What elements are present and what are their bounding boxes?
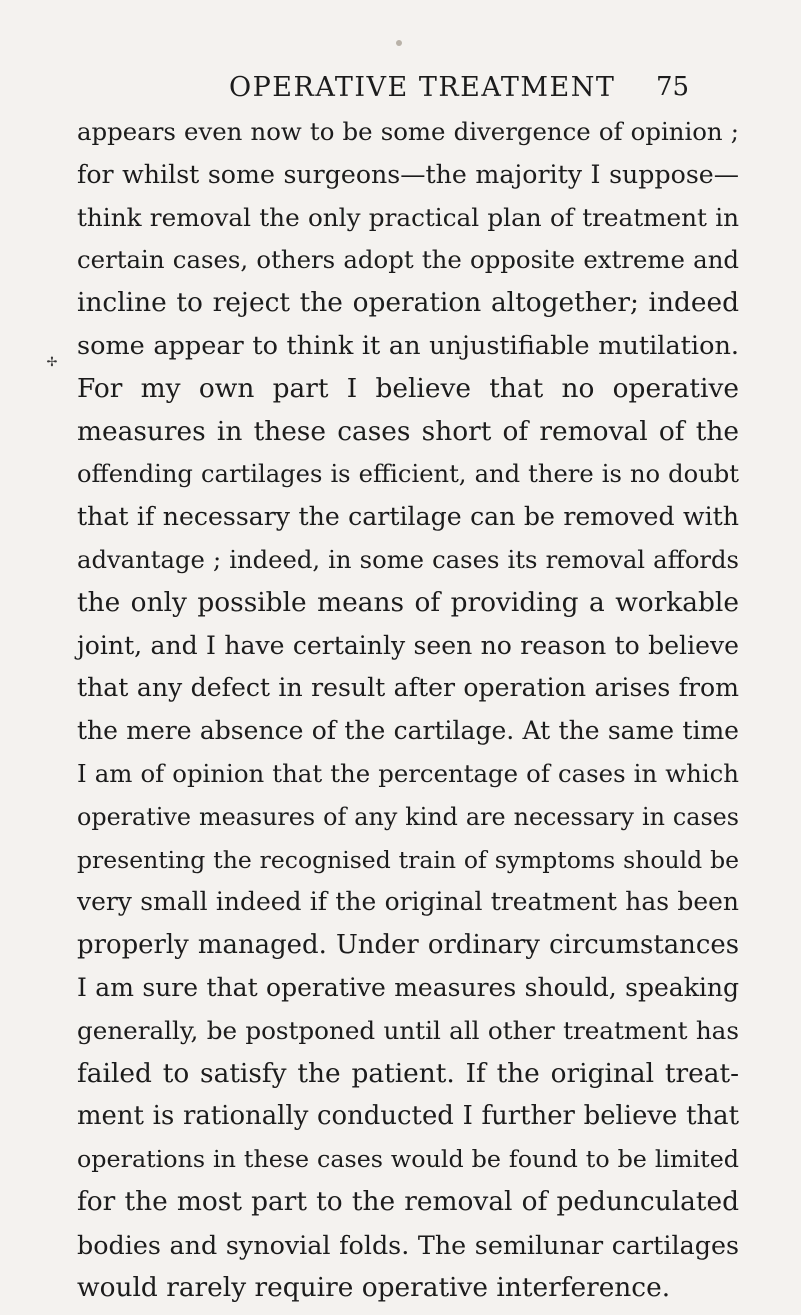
text-line: certain cases, others adopt the opposite extreme and — [77, 245, 739, 275]
text-line: failed to satisfy the patient. If the original treat- — [77, 1057, 739, 1089]
margin-mark: ✢ — [46, 355, 58, 370]
page-number: 75 — [656, 72, 690, 102]
text-line: properly managed. Under ordinary circumstances — [77, 930, 739, 961]
text-line: operations in these cases would be found to be limited — [77, 1145, 739, 1174]
text-line: would rarely require operative interference. — [77, 1271, 671, 1303]
text-line: I am of opinion that the percentage of cases in which — [77, 758, 739, 788]
text-line: very small indeed if the original treatment has been — [77, 887, 739, 917]
body-paragraph — [77, 111, 739, 1309]
text-line: that if necessary the cartilage can be removed with — [77, 502, 739, 532]
text-line: I am sure that operative measures should, speaking — [77, 972, 739, 1002]
text-line: offending cartilages is efficient, and there is no doubt — [77, 460, 739, 489]
text-line: for the most part to the removal of pedunculated — [77, 1185, 739, 1217]
text-line: appears even now to be some divergence of opinion ; — [77, 117, 739, 146]
text-line: presenting the recognised train of symptoms should be — [77, 845, 739, 874]
text-line: advantage ; indeed, in some cases its removal affords — [77, 544, 739, 574]
text-line: that any defect in result after operation arises from — [77, 673, 739, 703]
text-line: For my own part I believe that no operative — [77, 372, 739, 404]
text-line: the only possible means of providing a workable — [77, 586, 739, 618]
text-line: operative measures of any kind are necessary in cases — [77, 802, 739, 831]
text-line: some appear to think it an unjustifiable mutilation. — [77, 330, 739, 361]
text-line: ment is rationally conducted I further believe that — [77, 1101, 739, 1132]
running-title: OPERATIVE TREATMENT — [229, 72, 616, 103]
text-line: measures in these cases short of removal of the — [77, 415, 739, 447]
text-line: for whilst some surgeons—the majority I suppose— — [77, 159, 739, 189]
text-line: incline to reject the operation altogether; indeed — [77, 287, 739, 319]
text-line: bodies and synovial folds. The semilunar cartilages — [77, 1229, 739, 1260]
running-head — [0, 64, 801, 108]
page-speck — [396, 40, 402, 46]
text-line: think removal the only practical plan of treatment in — [77, 202, 739, 232]
text-line: generally, be postponed until all other treatment has — [77, 1015, 739, 1045]
text-line: joint, and I have certainly seen no reason to believe — [77, 630, 739, 660]
text-line: the mere absence of the cartilage. At the same time — [77, 716, 739, 746]
